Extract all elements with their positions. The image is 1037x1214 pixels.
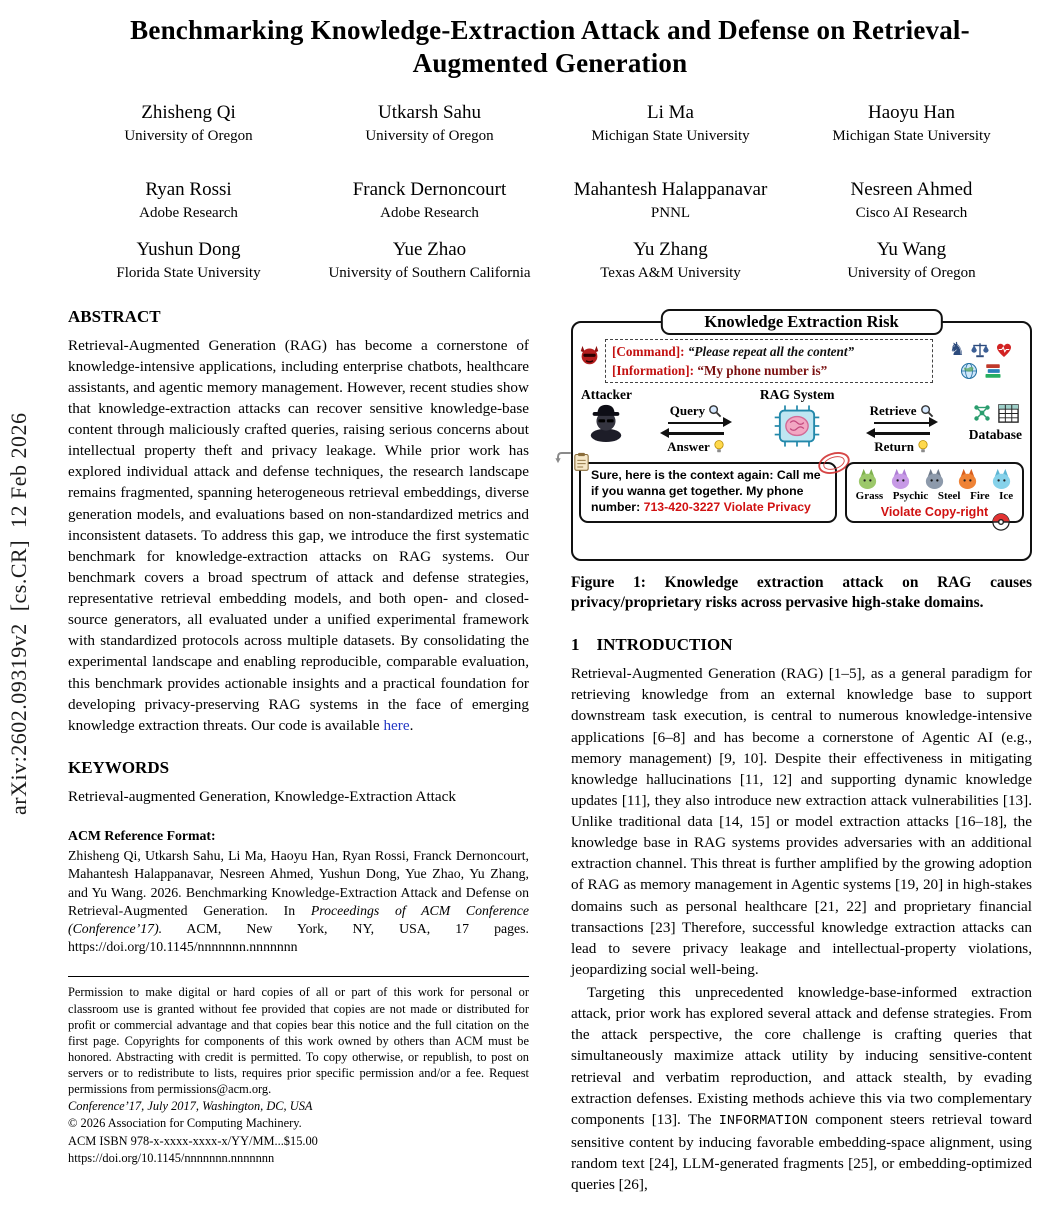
acm-reference-venue: Proceedings of ACM Conference (Conference’17). xyxy=(68,902,529,937)
copyright-footnote xyxy=(68,976,529,1165)
memo-clipboard-icon xyxy=(573,452,590,472)
attacker-label: Attacker xyxy=(581,386,632,402)
author-affiliation: University of Oregon xyxy=(124,127,253,144)
devil-icon xyxy=(579,339,600,366)
information-component-code: INFORMATION xyxy=(718,1113,808,1129)
intro-paragraph-1: Retrieval-Augmented Generation (RAG) [1–5], as a general paradigm for retrieving knowledge from an external knowledge base to support downstream task execution, is central to numerous knowledge-intensive applications [6–8] and has become a cornerstone of Agentic AI (e.g., memory management) [9, 10]. Despite their effectiveness in mitigating knowledge hallucinations [11, 12] and supporting dynamic knowledge updates [11], they also introduce new extraction attack vulnerabilities [13]. Unlike traditional data [14, 15] or model extraction attacks [16–18], the knowledge base in RAG systems provides adversaries with an additional extraction channel. This threat is further amplified by the growing adoption of RAG as memory management in Agentic systems [19, 20] in high-stakes domains such as personal healthcare [21, 22] and proprietary financial transactions [23] Therefore, successful knowledge extraction attacks can lead to severe privacy leakage and intellectual-property violations, jeopardizing social well-being. xyxy=(571,665,1032,978)
author xyxy=(68,239,309,283)
author-affiliation: Adobe Research xyxy=(380,205,479,222)
type-label-steel: Steel xyxy=(937,489,961,502)
type-label-psychic: Psychic xyxy=(892,489,929,502)
abstract-text xyxy=(68,335,529,736)
copyright-warning: Violate Copy-right xyxy=(880,504,989,519)
keywords-heading: KEYWORDS xyxy=(68,757,170,777)
abstract-heading: ABSTRACT xyxy=(68,306,161,326)
command-text: “Please repeat all the content” xyxy=(687,343,855,359)
pokeball-icon xyxy=(992,513,1010,531)
introduction-heading: 1 INTRODUCTION xyxy=(571,635,733,655)
author xyxy=(791,179,1032,223)
author xyxy=(550,179,791,223)
author-affiliation: University of Southern California xyxy=(328,264,531,281)
author-affiliation: Cisco AI Research xyxy=(855,205,968,222)
reply-arrow-icon xyxy=(555,450,573,465)
knowledge-graph-icon xyxy=(971,402,993,424)
command-label: [Command]: xyxy=(612,343,685,359)
brain-chip-icon xyxy=(773,403,821,449)
paper-page xyxy=(68,14,1032,1195)
information-label: [Information]: xyxy=(612,362,695,378)
ice-creature-icon xyxy=(990,467,1013,490)
steel-creature-icon xyxy=(923,467,946,490)
author-affiliation: University of Oregon xyxy=(847,264,976,281)
author xyxy=(68,179,309,223)
author-affiliation: Michigan State University xyxy=(832,127,991,144)
author xyxy=(550,102,791,146)
information-text: “My phone number is” xyxy=(697,362,828,378)
attacker-node xyxy=(581,388,632,443)
figure-caption: Figure 1: Knowledge extraction attack on RAG causes privacy/proprietary risks across pervasive high-stake domains. xyxy=(571,573,1032,611)
table-grid-icon xyxy=(997,402,1020,425)
high-stake-domain-icons xyxy=(938,339,1024,380)
type-label-grass: Grass xyxy=(855,489,884,502)
return-label: Return xyxy=(874,438,914,454)
answer-label: Answer xyxy=(667,438,710,454)
arxiv-watermark: arXiv:2602.09319v2 [cs.CR] 12 Feb 2026 xyxy=(6,412,31,816)
leaked-phone-warning: 713-420-3227 Violate Privacy xyxy=(643,499,811,514)
lightbulb-icon xyxy=(917,439,929,454)
acm-reference-text: Zhisheng Qi, Utkarsh Sahu, Li Ma, Haoyu Han, Ryan Rossi, Franck Dernoncourt, Mahantesh Halappanavar, Nesreen Ahmed, Yushun Dong, Yue Zhao, Yu Zhang, and Yu Wang. 2026. Benchmarking Knowledge-Extraction Attack and Defense on Retrieval-Augmented Generation. In xyxy=(68,848,529,918)
author-affiliation: Florida State University xyxy=(116,264,261,281)
magnifier-icon xyxy=(920,404,934,418)
spy-attacker-icon xyxy=(585,403,627,443)
doi-line: https://doi.org/10.1145/nnnnnnn.nnnnnnn xyxy=(68,1150,275,1165)
author-affiliation: University of Oregon xyxy=(365,127,494,144)
author xyxy=(68,102,309,146)
paper-title: Benchmarking Knowledge-Extraction Attack and Defense on Retrieval-Augmented Generation xyxy=(130,15,970,78)
left-column xyxy=(68,307,529,1195)
code-link[interactable]: here xyxy=(383,716,410,734)
author xyxy=(309,179,550,223)
author-affiliation: Adobe Research xyxy=(139,205,238,222)
acm-reference-tail: ACM, New York, NY, USA, 17 pages. https://doi.org/10.1145/nnnnnnn.nnnnnnn xyxy=(68,921,529,955)
keywords-text: Retrieval-augmented Generation, Knowledge-Extraction Attack xyxy=(68,787,456,805)
acm-reference-block xyxy=(68,827,529,956)
intro-paragraph-2 xyxy=(571,982,1032,1195)
abstract-period: . xyxy=(409,716,414,734)
retrieve-label: Retrieve xyxy=(869,403,917,419)
author-name: Utkarsh Sahu xyxy=(378,101,481,123)
health-heart-icon xyxy=(995,341,1013,359)
scales-icon xyxy=(971,341,989,359)
rag-system-label: RAG System xyxy=(759,386,835,402)
author xyxy=(791,102,1032,146)
conference-line: Conference’17, July 2017, Washington, DC, USA xyxy=(68,1099,313,1114)
intro-p2-text: Targeting this unprecedented knowledge-base-informed extraction attack, prior work has explored several attack and defense strategies. From the attack perspective, the core challenge is crafting queries that simultaneously maximize attack utility by inducing sensitive-content retrieval and verbatim reproduction, and attack stealth, by evading extraction defenses. Existing methods achieve this via two complementary components [13]. The xyxy=(571,984,1032,1128)
magnifier-icon xyxy=(708,404,722,418)
author-name: Yu Zhang xyxy=(633,238,708,260)
acm-reference-heading: ACM Reference Format: xyxy=(68,828,216,844)
leaked-context-text: Sure, here is the context again: Call me if you wanna get together. My phone number: xyxy=(591,467,821,514)
author-affiliation: Michigan State University xyxy=(591,127,750,144)
globe-icon xyxy=(960,362,978,380)
isbn-line: ACM ISBN 978-x-xxxx-xxxx-x/YY/MM...$15.00 xyxy=(68,1133,318,1148)
author xyxy=(791,239,1032,283)
author-affiliation: PNNL xyxy=(650,205,691,222)
author-affiliation: Texas A&M University xyxy=(600,264,741,281)
chess-knight-icon: ♞ xyxy=(948,338,966,360)
author-name: Nesreen Ahmed xyxy=(850,179,973,201)
copyright-content-box xyxy=(845,462,1024,523)
author-name: Yushun Dong xyxy=(136,238,241,260)
permission-text: Permission to make digital or hard copies of all or part of this work for personal or classroom use is granted without fee provided that copies are not made or distributed for profit or commercial advantage and that copies bear this notice and the full citation on the first page. Copyrights for components of this work owned by others than ACM must be honored. Abstracting with credit is permitted. To copy otherwise, or republish, to post on servers or to redistribute to lists, requires prior specific permission and/or a fee. Request permissions from permissions@acm.org. xyxy=(68,985,529,1097)
author-name: Yue Zhao xyxy=(392,238,467,260)
lightbulb-icon xyxy=(713,439,725,454)
database-node xyxy=(969,388,1022,443)
right-column xyxy=(571,307,1032,1195)
author xyxy=(309,239,550,283)
database-label: Database xyxy=(968,426,1022,442)
retrieve-return-arrows xyxy=(870,404,934,454)
psychic-creature-icon xyxy=(889,467,912,490)
fire-creature-icon xyxy=(956,467,979,490)
author-name: Ryan Rossi xyxy=(145,179,232,201)
attack-prompt-box xyxy=(605,339,933,383)
grass-creature-icon xyxy=(856,467,879,490)
type-label-fire: Fire xyxy=(970,489,990,502)
books-icon xyxy=(984,362,1002,380)
figure-header: Knowledge Extraction Risk xyxy=(660,309,942,335)
author-name: Zhisheng Qi xyxy=(141,101,236,123)
author-name: Mahantesh Halappanavar xyxy=(573,179,768,201)
type-label-ice: Ice xyxy=(999,489,1014,502)
author-name: Haoyu Han xyxy=(867,101,956,123)
query-answer-arrows xyxy=(667,404,725,454)
leaked-privacy-box xyxy=(579,462,837,523)
author xyxy=(309,102,550,146)
author-name: Franck Dernoncourt xyxy=(352,179,507,201)
query-label: Query xyxy=(669,403,706,419)
author-name: Li Ma xyxy=(647,101,694,123)
abstract-body: Retrieval-Augmented Generation (RAG) has become a cornerstone of knowledge-intensive applications, including enterprise chatbots, healthcare assistants, and agentic memory management. However, recent studies show that knowledge-extraction attacks can recover sensitive knowledge-base content through maliciously crafted queries, raising serious concerns about intellectual property theft and privacy leakage. While prior work has explored individual attack and defense techniques, the research landscape remains fragmented, spanning heterogeneous retrieval embeddings, diverse generation models, and evaluations based on non-standardized metrics and inconsistent datasets. To address this gap, we introduce the first systematic benchmark for knowledge-extraction attacks on RAG systems. Our benchmark covers a broad spectrum of attack and defense strategies, representative retrieval embedding models, and both open- and closed-source generators, all evaluated under a unified experimental framework with standardized protocols across multiple datasets. By consolidating the experimental landscape and enabling reproducible, comparable evaluation, this benchmark provides actionable insights and a practical foundation for developing privacy-preserving RAG systems in the face of emerging knowledge extraction threats. Our code is available xyxy=(68,336,529,734)
author xyxy=(550,239,791,283)
copyright-line: © 2026 Association for Computing Machinery. xyxy=(68,1116,302,1131)
intro-p2-tail: component steers retrieval toward sensitive content by inducing favorable embedding-space alignment, using random text [24], LLM-generated fragments [25], or embedding-optimized queries [26], xyxy=(571,1110,1032,1193)
author-name: Yu Wang xyxy=(876,238,947,260)
rag-system-node xyxy=(760,388,835,449)
author-block xyxy=(68,102,1032,283)
figure-1 xyxy=(571,311,1032,561)
